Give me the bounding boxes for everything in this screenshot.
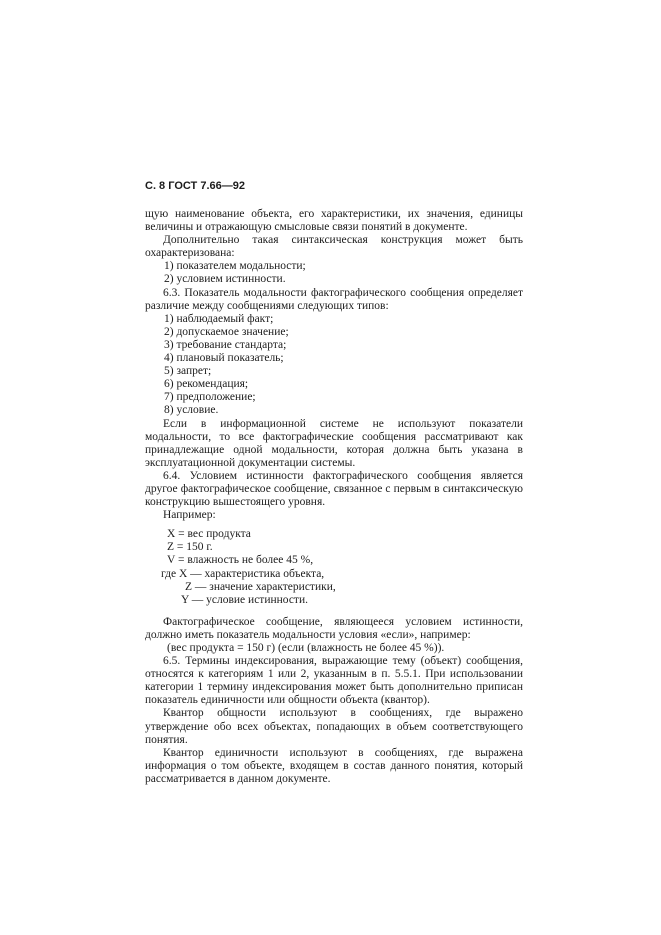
section-6-4: 6.4. Условием истинности фактографического сообщения является другое фактографическое сообщение, связанное с первым в синтаксическую конструкцию вышестоящего уровня. [145, 469, 523, 509]
list-item: 3) требование стандарта; [164, 338, 287, 351]
where-line: Z — значение характеристики, [185, 580, 336, 593]
paragraph: щую наименование объекта, его характеристики, их значения, единицы величины и отражающую смысловые связи понятий в документе. [145, 208, 523, 234]
paragraph: Квантор единичности используют в сообщениях, где выражена информация о том объекте, входящем в состав данного понятия, который рассматривается в данном документе. [145, 746, 523, 785]
list-item: 5) запрет; [164, 365, 212, 378]
paragraph: Фактографическое сообщение, являющееся условием истинности, должно иметь показатель модальности условия «если», например: [145, 615, 523, 641]
paragraph: Квантор общности используют в сообщениях, где выражено утверждение обо всех объектах, попадающих в объем соответствующего понятия. [145, 707, 523, 746]
where-line: Y — условие истинности. [181, 593, 308, 606]
page-header: С. 8 ГОСТ 7.66—92 [145, 180, 245, 192]
section-6-5: 6.5. Термины индексирования, выражающие тему (объект) сообщения, относятся к категориям 1 или 2, указанным в п. 5.5.1. При использовании категории 1 термину индексирования может быть дополнительно приписан показатель единичности или общности объекта (квантор). [145, 655, 523, 707]
list-item: 7) предположение; [164, 391, 256, 404]
document-body [145, 208, 523, 786]
example-label: Например: [163, 509, 216, 522]
list-item: 8) условие. [164, 404, 219, 417]
list-item: 1) наблюдаемый факт; [164, 312, 274, 325]
example-line: X = вес продукта [167, 528, 251, 541]
paragraph: Если в информационной системе не используют показатели модальности, то все фактографические сообщения рассматривают как принадлежащие одной модальности, которая должна быть указана в эксплуатационной документации системы. [145, 417, 523, 469]
list-item: 2) допускаемое значение; [164, 325, 289, 338]
example-line: V = влажность не более 45 %, [167, 554, 314, 567]
list-item: 1) показателем модальности; [164, 260, 306, 273]
list-item: 6) рекомендация; [164, 378, 249, 391]
section-6-3: 6.3. Показатель модальности фактографического сообщения определяет различие между сообщениями следующих типов: [145, 286, 523, 312]
where-line: где X — характеристика объекта, [161, 567, 325, 580]
paragraph: Дополнительно такая синтаксическая конструкция может быть охарактеризована: [145, 234, 523, 260]
example-line: Z = 150 г. [167, 541, 213, 554]
list-item: 2) условием истинности. [164, 273, 286, 286]
example-line: (вес продукта = 150 г) (если (влажность не более 45 %)). [167, 642, 445, 654]
list-item: 4) плановый показатель; [164, 352, 284, 365]
